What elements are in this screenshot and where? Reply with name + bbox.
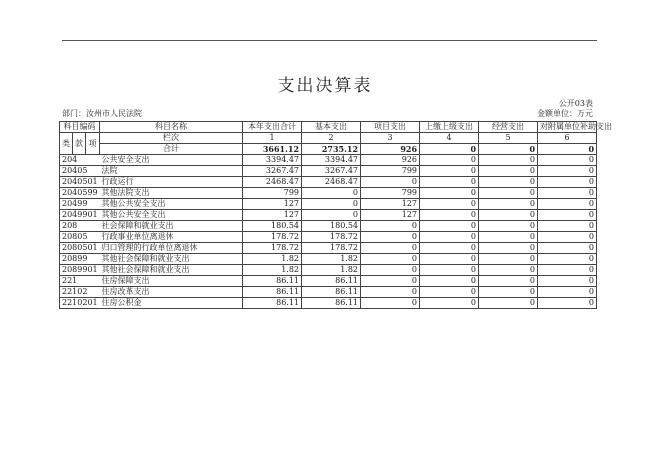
header-code: 科目编码 bbox=[60, 122, 100, 133]
row-name: 其他公共安全支出 bbox=[100, 210, 243, 221]
row-value: 0 bbox=[420, 265, 479, 276]
row-code: 2210201 bbox=[60, 298, 100, 309]
row-name: 其他公共安全支出 bbox=[100, 199, 243, 210]
row-value: 0 bbox=[302, 188, 361, 199]
table-row bbox=[60, 276, 597, 287]
row-value: 2468.47 bbox=[302, 177, 361, 188]
row-code: 2049901 bbox=[60, 210, 100, 221]
row-value: 0 bbox=[420, 221, 479, 232]
unit-label: 金额单位：万元 bbox=[537, 109, 593, 118]
row-value: 0 bbox=[361, 254, 420, 265]
row-value: 0 bbox=[361, 221, 420, 232]
row-code: 20405 bbox=[60, 166, 100, 177]
top-rule bbox=[62, 40, 597, 41]
row-name: 归口管理的行政单位离退休 bbox=[100, 243, 243, 254]
row-name: 法院 bbox=[100, 166, 243, 177]
table-row bbox=[60, 177, 597, 188]
row-value: 0 bbox=[361, 177, 420, 188]
page-title: 支出决算表 bbox=[277, 76, 373, 96]
row-value: 86.11 bbox=[243, 287, 302, 298]
row-value: 0 bbox=[361, 243, 420, 254]
table-row bbox=[60, 254, 597, 265]
row-value: 0 bbox=[302, 199, 361, 210]
row-name: 其他法院支出 bbox=[100, 188, 243, 199]
row-value: 178.72 bbox=[243, 243, 302, 254]
header-xiang: 项 bbox=[86, 133, 100, 155]
header-lanci: 栏次 bbox=[100, 133, 243, 144]
row-value: 0 bbox=[420, 166, 479, 177]
form-number: 公开03表 bbox=[558, 99, 593, 108]
row-value: 799 bbox=[243, 188, 302, 199]
row-value: 86.11 bbox=[243, 276, 302, 287]
row-value: 0 bbox=[420, 177, 479, 188]
col-number: 4 bbox=[420, 133, 479, 144]
table-row bbox=[60, 188, 597, 199]
row-code: 2040599 bbox=[60, 188, 100, 199]
row-name: 其他社会保障和就业支出 bbox=[100, 265, 243, 276]
row-name: 行政运行 bbox=[100, 177, 243, 188]
table-row bbox=[60, 155, 597, 166]
row-value: 127 bbox=[361, 199, 420, 210]
table-row bbox=[60, 298, 597, 309]
row-value: 0 bbox=[479, 221, 538, 232]
row-value: 127 bbox=[361, 210, 420, 221]
header-business: 经营支出 bbox=[479, 122, 538, 133]
row-value: 1.82 bbox=[302, 265, 361, 276]
row-code: 2089901 bbox=[60, 265, 100, 276]
header-row bbox=[60, 122, 597, 133]
col-number: 1 bbox=[243, 133, 302, 144]
row-value: 0 bbox=[420, 210, 479, 221]
row-code: 20899 bbox=[60, 254, 100, 265]
row-value: 0 bbox=[361, 276, 420, 287]
table-row bbox=[60, 265, 597, 276]
row-value: 0 bbox=[420, 232, 479, 243]
header-upper: 上缴上级支出 bbox=[420, 122, 479, 133]
row-name: 行政事业单位离退休 bbox=[100, 232, 243, 243]
row-name: 住房改革支出 bbox=[100, 287, 243, 298]
row-value: 0 bbox=[538, 298, 597, 309]
row-value: 0 bbox=[538, 166, 597, 177]
row-value: 3267.47 bbox=[243, 166, 302, 177]
row-value: 0 bbox=[538, 243, 597, 254]
row-value: 926 bbox=[361, 155, 420, 166]
row-code: 208 bbox=[60, 221, 100, 232]
row-value: 2468.47 bbox=[243, 177, 302, 188]
row-value: 0 bbox=[479, 232, 538, 243]
col-number: 5 bbox=[479, 133, 538, 144]
row-code: 20499 bbox=[60, 199, 100, 210]
row-value: 0 bbox=[479, 199, 538, 210]
total-value: 0 bbox=[479, 144, 538, 155]
row-value: 0 bbox=[538, 177, 597, 188]
row-code: 2040501 bbox=[60, 177, 100, 188]
header-name: 科目名称 bbox=[100, 122, 243, 133]
row-value: 127 bbox=[243, 199, 302, 210]
row-value: 0 bbox=[361, 232, 420, 243]
header-subsidy: 对附属单位补助支出 bbox=[538, 122, 597, 133]
row-value: 0 bbox=[420, 254, 479, 265]
table-row bbox=[60, 232, 597, 243]
row-code: 221 bbox=[60, 276, 100, 287]
row-value: 0 bbox=[479, 188, 538, 199]
row-value: 0 bbox=[420, 287, 479, 298]
row-value: 0 bbox=[420, 155, 479, 166]
row-value: 0 bbox=[361, 265, 420, 276]
table-row bbox=[60, 210, 597, 221]
header-kuan: 款 bbox=[73, 133, 86, 155]
lanci-row bbox=[60, 133, 597, 144]
col-number: 2 bbox=[302, 133, 361, 144]
row-value: 0 bbox=[538, 221, 597, 232]
header-basic: 基本支出 bbox=[302, 122, 361, 133]
row-value: 0 bbox=[538, 199, 597, 210]
total-label: 合计 bbox=[100, 144, 243, 155]
row-value: 0 bbox=[538, 265, 597, 276]
row-value: 0 bbox=[479, 210, 538, 221]
row-value: 86.11 bbox=[243, 298, 302, 309]
expenditure-table bbox=[59, 121, 613, 309]
row-value: 0 bbox=[479, 287, 538, 298]
row-value: 0 bbox=[538, 254, 597, 265]
row-value: 3394.47 bbox=[243, 155, 302, 166]
row-name: 公共安全支出 bbox=[100, 155, 243, 166]
total-row bbox=[60, 144, 597, 155]
row-value: 0 bbox=[420, 298, 479, 309]
header-total: 本年支出合计 bbox=[243, 122, 302, 133]
row-value: 0 bbox=[538, 287, 597, 298]
row-value: 127 bbox=[243, 210, 302, 221]
row-value: 799 bbox=[361, 166, 420, 177]
total-value: 926 bbox=[361, 144, 420, 155]
col-number: 3 bbox=[361, 133, 420, 144]
row-value: 0 bbox=[361, 298, 420, 309]
row-value: 0 bbox=[302, 210, 361, 221]
row-code: 22102 bbox=[60, 287, 100, 298]
row-value: 0 bbox=[420, 188, 479, 199]
row-value: 178.72 bbox=[302, 243, 361, 254]
row-value: 0 bbox=[479, 265, 538, 276]
row-value: 86.11 bbox=[302, 276, 361, 287]
header-project: 项目支出 bbox=[361, 122, 420, 133]
row-value: 0 bbox=[538, 188, 597, 199]
row-value: 1.82 bbox=[243, 254, 302, 265]
row-value: 0 bbox=[479, 298, 538, 309]
row-value: 178.72 bbox=[302, 232, 361, 243]
total-value: 2735.12 bbox=[302, 144, 361, 155]
table-row bbox=[60, 243, 597, 254]
row-value: 799 bbox=[361, 188, 420, 199]
table-row bbox=[60, 287, 597, 298]
row-value: 0 bbox=[479, 155, 538, 166]
row-name: 住房保障支出 bbox=[100, 276, 243, 287]
row-value: 0 bbox=[479, 177, 538, 188]
row-code: 2080501 bbox=[60, 243, 100, 254]
header-lei: 类 bbox=[60, 133, 73, 155]
row-name: 住房公积金 bbox=[100, 298, 243, 309]
table-row bbox=[60, 221, 597, 232]
row-value: 0 bbox=[420, 243, 479, 254]
table-row bbox=[60, 166, 597, 177]
row-value: 0 bbox=[538, 232, 597, 243]
row-value: 86.11 bbox=[302, 287, 361, 298]
row-value: 0 bbox=[479, 243, 538, 254]
row-value: 0 bbox=[479, 254, 538, 265]
row-value: 0 bbox=[361, 287, 420, 298]
row-value: 180.54 bbox=[243, 221, 302, 232]
department-label: 部门：汝州市人民法院 bbox=[62, 109, 142, 118]
row-value: 3394.47 bbox=[302, 155, 361, 166]
row-value: 0 bbox=[420, 199, 479, 210]
row-value: 3267.47 bbox=[302, 166, 361, 177]
total-value: 3661.12 bbox=[243, 144, 302, 155]
row-value: 180.54 bbox=[302, 221, 361, 232]
row-value: 0 bbox=[538, 155, 597, 166]
total-value: 0 bbox=[538, 144, 597, 155]
total-value: 0 bbox=[420, 144, 479, 155]
row-value: 178.72 bbox=[243, 232, 302, 243]
row-value: 0 bbox=[538, 210, 597, 221]
col-number: 6 bbox=[538, 133, 597, 144]
row-value: 1.82 bbox=[302, 254, 361, 265]
row-value: 0 bbox=[538, 276, 597, 287]
row-value: 1.82 bbox=[243, 265, 302, 276]
row-name: 社会保障和就业支出 bbox=[100, 221, 243, 232]
row-value: 0 bbox=[479, 276, 538, 287]
row-code: 20805 bbox=[60, 232, 100, 243]
row-code: 204 bbox=[60, 155, 100, 166]
table-row bbox=[60, 199, 597, 210]
row-name: 其他社会保障和就业支出 bbox=[100, 254, 243, 265]
row-value: 0 bbox=[479, 166, 538, 177]
row-value: 86.11 bbox=[302, 298, 361, 309]
row-value: 0 bbox=[420, 276, 479, 287]
